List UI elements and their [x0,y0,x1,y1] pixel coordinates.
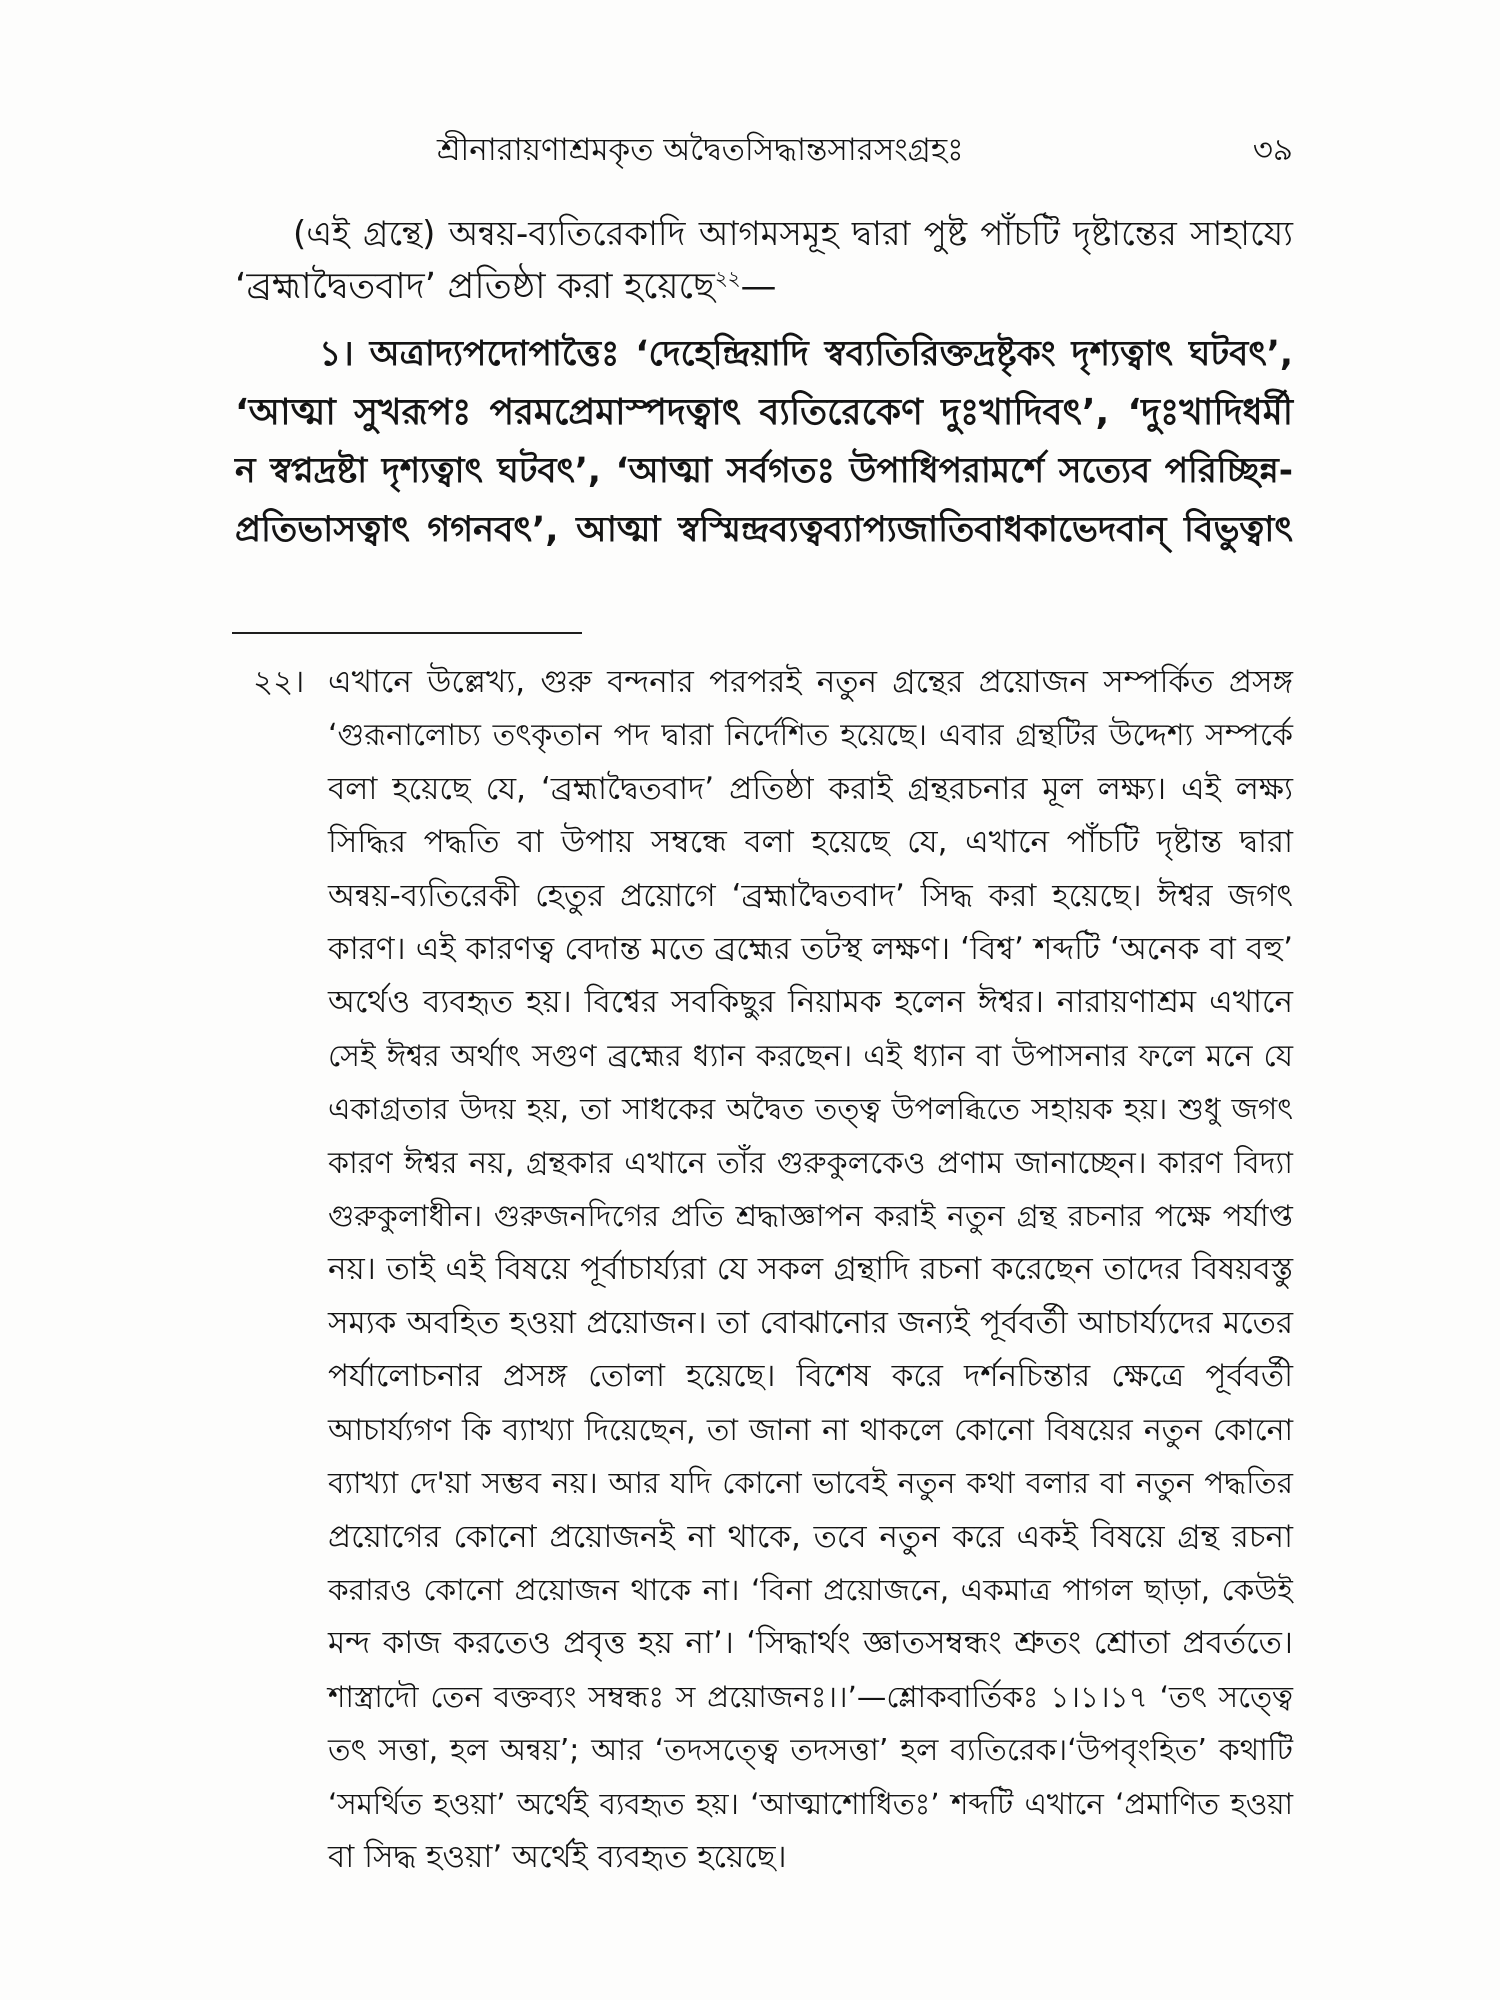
footnote-line: সম্যক অবহিত হওয়া প্রয়োজন। তা বোঝানোর জন্যই পূর্ববর্তী আচার্য্যদের মতের [328,1304,1293,1341]
footnote-line: প্রয়োগের কোনো প্রয়োজনই না থাকে, তবে নতুন করে একই বিষয়ে গ্রন্থ রচনা [328,1518,1293,1555]
footnote-line: পর্যালোচনার প্রসঙ্গ তোলা হয়েছে। বিশেষ করে দর্শনচিন্তার ক্ষেত্রে পূর্ববর্তী [328,1358,1293,1395]
footnote-line: বলা হয়েছে যে, ‘ব্রহ্মাদ্বৈতবাদ’ প্রতিষ্ঠা করাই গ্রন্থরচনার মূল লক্ষ্য। এই লক্ষ্য [328,770,1293,807]
verse-line: ‘আত্মা সুখরূপঃ পরমপ্রেমাস্পদত্বাৎ ব্যতিরেকেণ দুঃখাদিবৎ’, ‘দুঃখাদিধর্মী [235,391,1293,433]
footnote-number: ২২। [253,664,305,700]
intro-line-text: ‘ব্রহ্মাদ্বৈতবাদ’ প্রতিষ্ঠা করা হয়েছে [235,266,715,307]
page-number: ৩৯ [1252,132,1293,168]
footnote-line: বা সিদ্ধ হওয়া’ অর্থেই ব্যবহৃত হয়েছে। [328,1838,787,1875]
footnote-line: শাস্ত্রাদৌ তেন বক্তব্যং সম্বন্ধঃ স প্রয়োজনঃ।।’—শ্লোকবার্তিকঃ ১।১।১৭ ‘তৎ সত্ত্বে [328,1679,1293,1714]
footnote-divider [232,632,582,634]
footnote-line: তৎ সত্তা, হল অন্বয়’; আর ‘তদসত্ত্বে তদসত্তা’ হল ব্যতিরেক।‘উপবৃংহিত’ কথাটি [328,1733,1293,1769]
footnote-line: ব্যাখ্যা দে'য়া সম্ভব নয়। আর যদি কোনো ভাবেই নতুন কথা বলার বা নতুন পদ্ধতির [328,1466,1293,1501]
footnote-line: সেই ঈশ্বর অর্থাৎ সগুণ ব্রহ্মের ধ্যান করছেন। এই ধ্যান বা উপাসনার ফলে মনে যে [328,1038,1293,1074]
verse-block [235,325,1293,560]
intro-line: (এই গ্রন্থে) অন্বয়-ব্যতিরেকাদি আগমসমূহ দ্বারা পুষ্ট পাঁচটি দৃষ্টান্তের সাহায্যে [293,214,1293,253]
footnote-line: করারও কোনো প্রয়োজন থাকে না। ‘বিনা প্রয়োজনে, একমাত্র পাগল ছাড়া, কেউই [328,1572,1293,1608]
footnote [328,656,1293,1884]
running-head-title: শ্রীনারায়ণাশ্রমকৃত অদ্বৈতসিদ্ধান্তসারসংগ্রহঃ [437,132,964,168]
footnote-line: ‘গুরূনালোচ্য তৎকৃতান পদ দ্বারা নির্দেশিত হয়েছে। এবার গ্রন্থটির উদ্দেশ্য সম্পর্কে [328,718,1293,754]
footnote-line: গুরুকুলাধীন। গুরুজনদিগের প্রতি শ্রদ্ধাজ্ঞাপন করাই নতুন গ্রন্থ রচনার পক্ষে পর্যাপ্ত [328,1199,1293,1235]
verse-line: ন স্বপ্নদ্রষ্টা দৃশ্যত্বাৎ ঘটবৎ’, ‘আত্মা সর্বগতঃ উপাধিপরামর্শে সত্যেব পরিচ্ছিন্ন- [235,451,1293,492]
footnote-line: এখানে উল্লেখ্য, গুরু বন্দনার পরপরই নতুন গ্রন্থের প্রয়োজন সম্পর্কিত প্রসঙ্গ [328,664,1293,700]
footnote-line: সিদ্ধির পদ্ধতি বা উপায় সম্বন্ধে বলা হয়েছে যে, এখানে পাঁচটি দৃষ্টান্ত দ্বারা [328,824,1293,861]
footnote-line: অন্বয়-ব্যতিরেকী হেতুর প্রয়োগে ‘ব্রহ্মাদ্বৈতবাদ’ সিদ্ধ করা হয়েছে। ঈশ্বর জগৎ [328,877,1293,914]
footnote-line: মন্দ কাজ করতেও প্রবৃত্ত হয় না’। ‘সিদ্ধার্থং জ্ঞাতসম্বন্ধং শ্রুতং শ্রোতা প্রবর্ততে। [328,1625,1293,1662]
intro-line [235,260,1293,313]
footnote-line: নয়। তাই এই বিষয়ে পূর্বাচার্য্যরা যে সকল গ্রন্থাদি রচনা করেছেন তাদের বিষয়বস্তু [328,1251,1293,1288]
footnote-line: একাগ্রতার উদয় হয়, তা সাধকের অদ্বৈত তত্ত্ব উপলব্ধিতে সহায়ক হয়। শুধু জগৎ [328,1092,1293,1127]
footnote-line: কারণ। এই কারণত্ব বেদান্ত মতে ব্রহ্মের তটস্থ লক্ষণ। ‘বিশ্ব’ শব্দটি ‘অনেক বা বহু’ [328,931,1293,968]
intro-paragraph [235,207,1293,313]
em-dash: — [740,266,777,307]
verse-line: প্রতিভাসত্বাৎ গগনবৎ’, আত্মা স্বস্মিন্দ্রব্যত্বব্যাপ্যজাতিবাধকাভেদবান্ বিভুত্বাৎ [235,510,1293,551]
footnote-line: কারণ ঈশ্বর নয়, গ্রন্থকার এখানে তাঁর গুরুকুলকেও প্রণাম জানাচ্ছেন। কারণ বিদ্যা [328,1145,1293,1181]
footnote-line: আচার্য্যগণ কি ব্যাখ্যা দিয়েছেন, তা জানা না থাকলে কোনো বিষয়ের নতুন কোনো [328,1412,1293,1448]
footnote-reference: ২২ [714,267,741,290]
verse-line: ১। অত্রাদ্যপদোপাত্তৈঃ ‘দেহেন্দ্রিয়াদি স্বব্যতিরিক্তদ্রষ্টৃকং দৃশ্যত্বাৎ ঘটবৎ’, [319,334,1293,374]
footnote-line: অর্থেও ব্যবহৃত হয়। বিশ্বের সবকিছুর নিয়ামক হলেন ঈশ্বর। নারায়ণাশ্রম এখানে [328,984,1293,1021]
footnote-line: ‘সমর্থিত হওয়া’ অর্থেই ব্যবহৃত হয়। ‘আত্মাশোধিতঃ’ শব্দটি এখানে ‘প্রমাণিত হওয়া [328,1786,1293,1821]
